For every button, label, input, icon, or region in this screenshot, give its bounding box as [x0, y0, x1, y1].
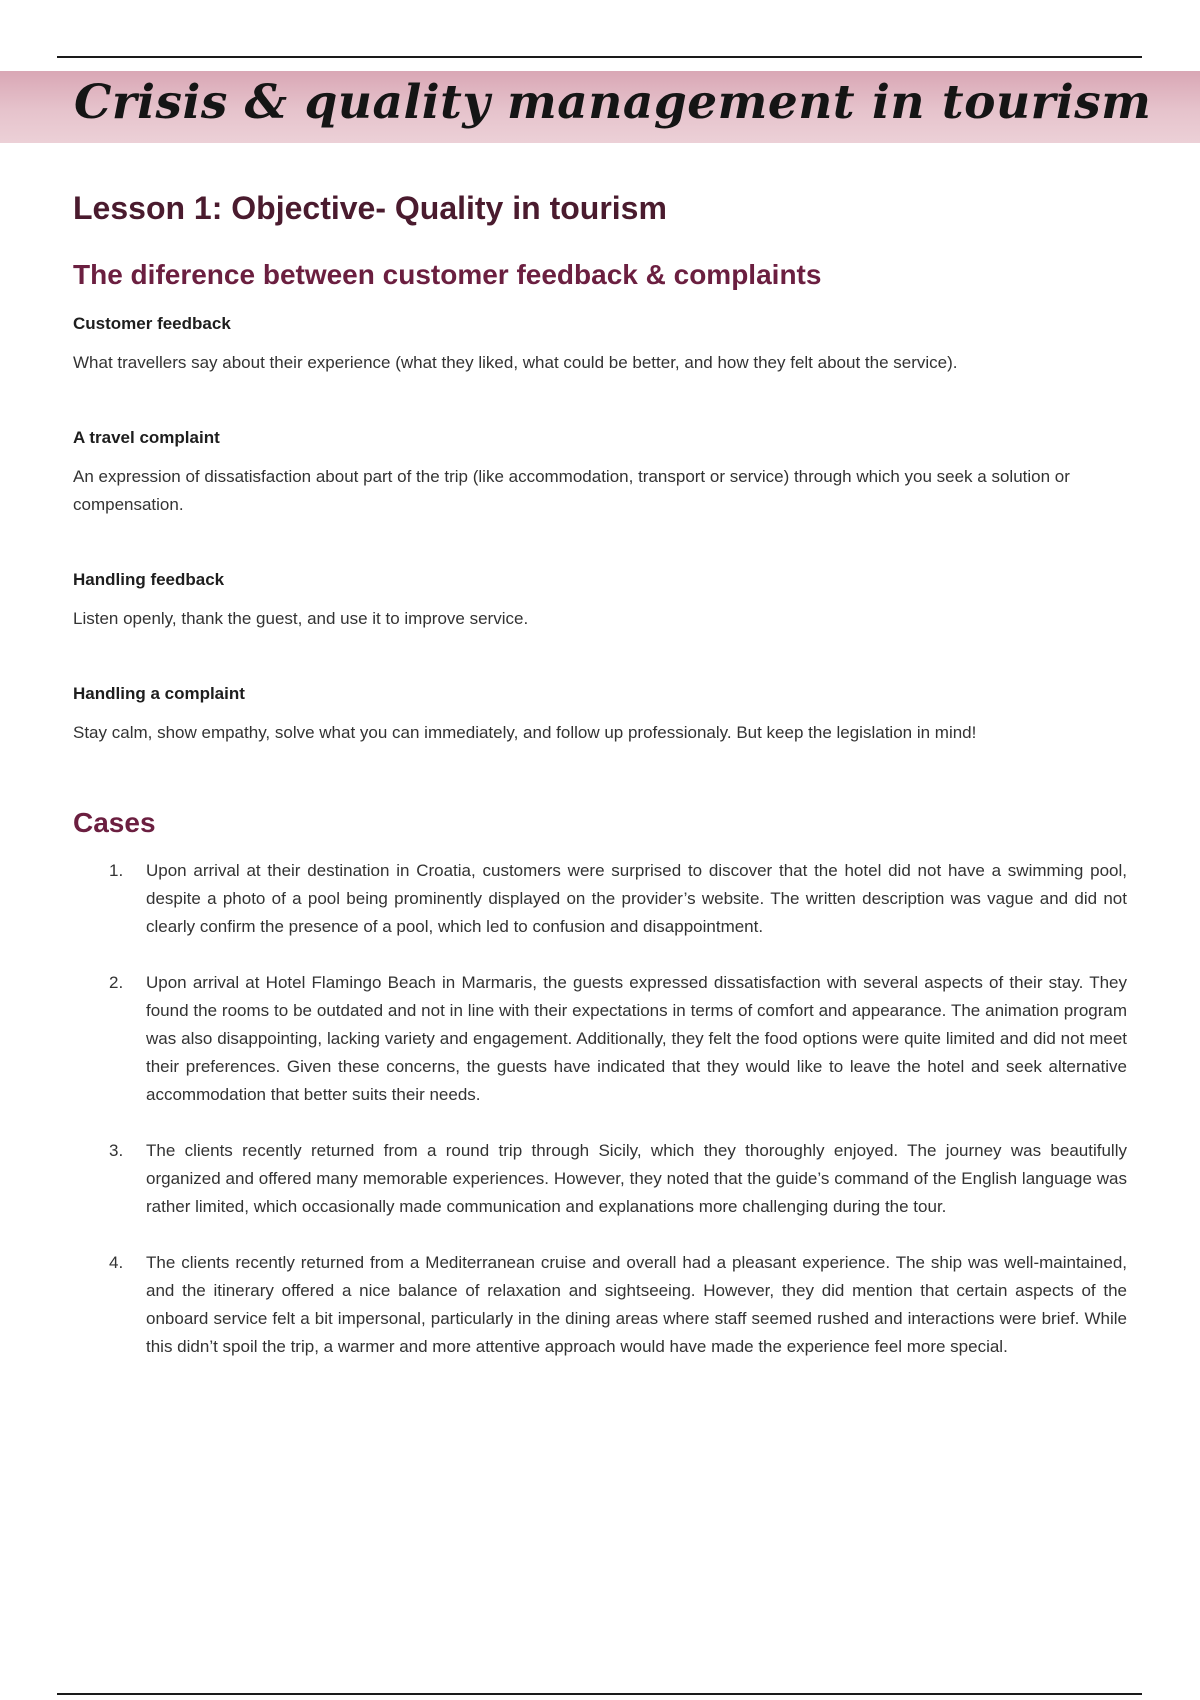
top-rule	[57, 56, 1142, 58]
case-text: Upon arrival at their destination in Croatia, customers were surprised to discover that the hotel did not have a swimming pool, despite a photo of a pool being prominently displayed on the provider’s website. The written description was vague and did not clearly confirm the presence of a pool, which led to confusion and disappointment.	[146, 861, 1127, 936]
definition-travel-complaint	[73, 427, 1127, 519]
definition-text: Stay calm, show empathy, solve what you can immediately, and follow up professionaly. But keep the legislation in mind!	[73, 723, 977, 742]
document-body	[73, 188, 1127, 1389]
definition-term: Customer feedback	[73, 314, 231, 333]
definition-text: What travellers say about their experience (what they liked, what could be better, and how they felt about the service).	[73, 353, 958, 372]
definition-customer-feedback	[73, 313, 1127, 377]
case-text: The clients recently returned from a Mediterranean cruise and overall had a pleasant experience. The ship was well-maintained, and the itinerary offered a nice balance of relaxation and sightseeing. However, they did mention that certain aspects of the onboard service felt a bit impersonal, particularly in the dining areas where staff seemed rushed and interactions were brief. While this didn’t spoil the trip, a warmer and more attentive approach would have made the experience feel more special.	[146, 1253, 1127, 1356]
lesson-title: Lesson 1: Objective- Quality in tourism	[73, 190, 667, 226]
cases-list	[73, 857, 1127, 1361]
case-text: The clients recently returned from a round trip through Sicily, which they thoroughly enjoyed. The journey was beautifully organized and offered many memorable experiences. However, they noted that the guide’s command of the English language was rather limited, which occasionally made communication and explanations more challenging during the tour.	[146, 1141, 1127, 1216]
definition-text: Listen openly, thank the guest, and use it to improve service.	[73, 609, 529, 628]
case-number: 1.	[109, 861, 124, 880]
section-title: The diference between customer feedback & complaints	[73, 259, 822, 290]
definition-term: A travel complaint	[73, 428, 220, 447]
definition-term: Handling a complaint	[73, 684, 245, 703]
definition-handling-feedback	[73, 569, 1127, 633]
document-title: Crisis & quality management in tourism	[74, 75, 1152, 130]
definition-text: An expression of dissatisfaction about part of the trip (like accommodation, transport or service) through which you seek a solution or compensation.	[73, 467, 1070, 514]
cases-title: Cases	[73, 807, 156, 838]
case-item	[73, 857, 1127, 941]
definition-term: Handling feedback	[73, 570, 225, 589]
case-item	[73, 969, 1127, 1109]
title-banner	[0, 71, 1200, 143]
case-text: Upon arrival at Hotel Flamingo Beach in Marmaris, the guests expressed dissatisfaction with several aspects of their stay. They found the rooms to be outdated and not in line with their expectations in terms of comfort and appearance. The animation program was also disappointing, lacking variety and engagement. Additionally, they felt the food options were quite limited and did not meet their preferences. Given these concerns, the guests have indicated that they would like to leave the hotel and seek alternative accommodation that better suits their needs.	[146, 973, 1127, 1104]
case-item	[73, 1249, 1127, 1361]
case-number: 4.	[109, 1253, 124, 1272]
case-item	[73, 1137, 1127, 1221]
bottom-rule	[57, 1693, 1142, 1695]
definition-handling-complaint	[73, 683, 1127, 747]
case-number: 3.	[109, 1141, 124, 1160]
case-number: 2.	[109, 973, 124, 992]
